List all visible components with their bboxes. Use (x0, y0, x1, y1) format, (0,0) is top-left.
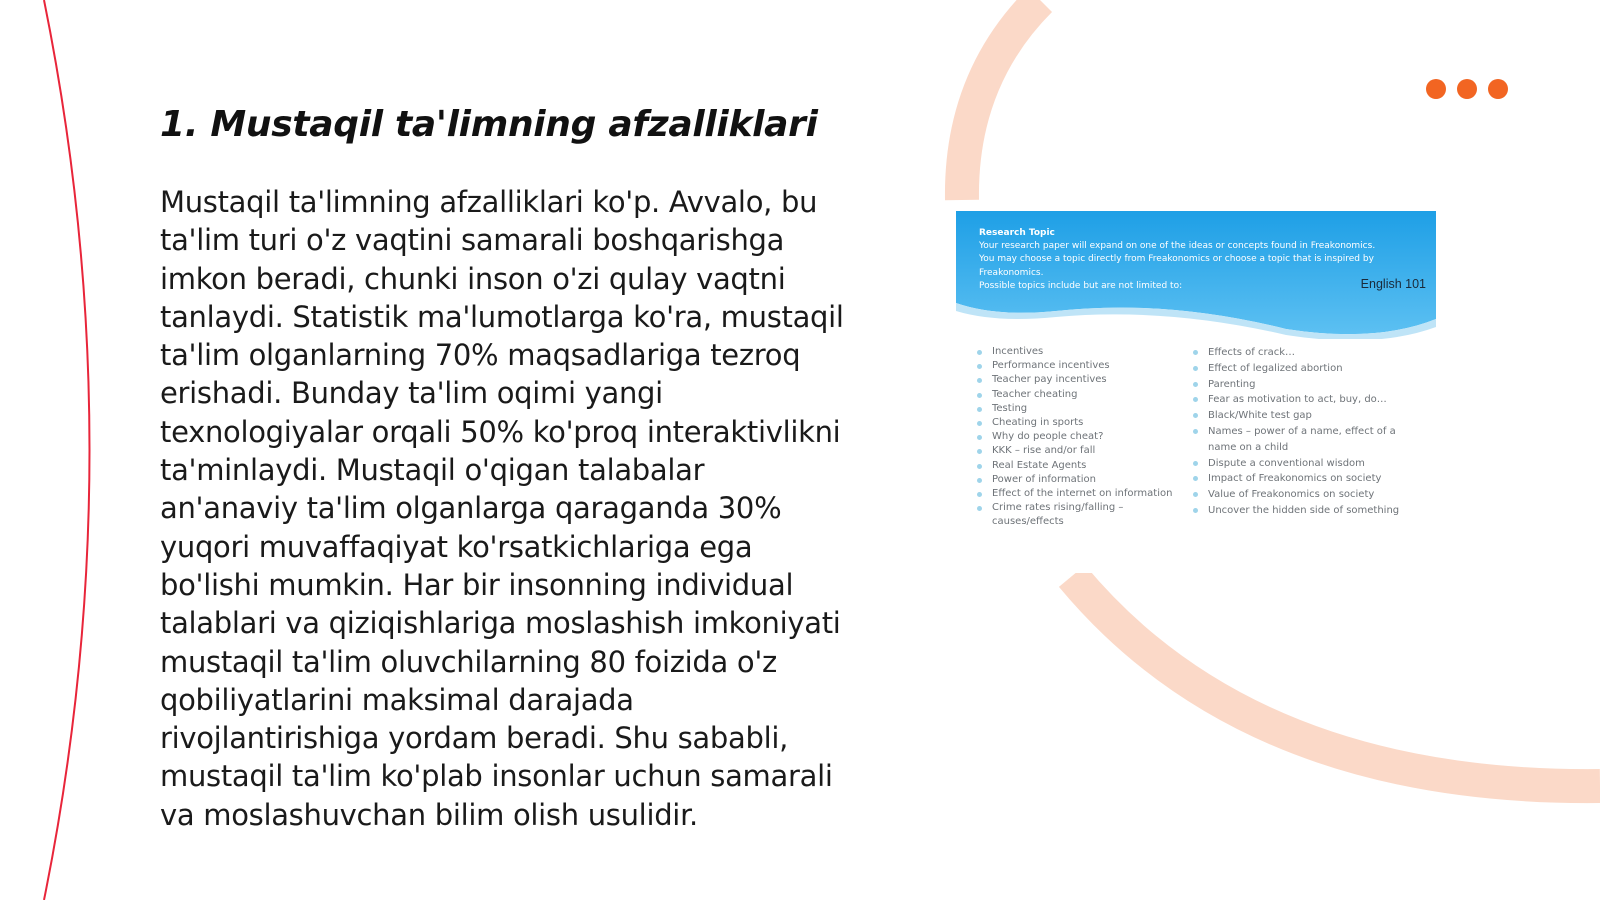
list-item: Value of Freakonomics on society (1192, 487, 1412, 503)
dot-icon (1457, 79, 1477, 99)
list-item: KKK – rise and/or fall (976, 444, 1191, 458)
course-label: English 101 (1360, 277, 1426, 291)
bottom-arc-decoration (1072, 576, 1600, 786)
slide-body-text: Mustaqil ta'limning afzalliklari ko'p. Avvalo, bu ta'lim turi o'z vaqtini samarali boshqarishga imkon beradi, chunki inson o'zi qulay vaqtni tanlaydi. Statistik ma'lumotlarga ko'ra, mustaqil ta'lim olganlarning 70% maqsadlariga tezroq erishadi. Bunday ta'lim oqimi yangi texnologiyalar orqali 50% ko'proq interaktivlikni ta'minlaydi. Mustaqil o'qigan talabalar an'anaviy ta'lim olganlarga qaraganda 30% yuqori muvaffaqiyat ko'rsatkichlariga ega bo'lishi mumkin. Har bir insonning individual talablari va qiziqishlariga moslashish imkoniyati mustaqil ta'lim oluvchilarning 80 foizida o'z qobiliyatlarini maksimal darajada rivojlantirishiga yordam beradi. Shu sababli, mustaqil ta'lim ko'plab insonlar uchun samarali va moslashuvchan bilim olish usulidir. (160, 185, 844, 832)
list-item: Names – power of a name, effect of a name on a child (1192, 424, 1412, 456)
list-item: Teacher pay incentives (976, 373, 1191, 387)
list-item: Effects of crack… (1192, 345, 1412, 361)
topic-list-right (1192, 345, 1412, 519)
list-item: Teacher cheating (976, 388, 1191, 402)
slide-title: 1. Mustaqil ta'limning afzalliklari (160, 104, 818, 145)
list-item: Dispute a conventional wisdom (1192, 456, 1412, 472)
list-item: Testing (976, 402, 1191, 416)
left-edge-line (44, 0, 90, 900)
top-arc-decoration (962, 0, 1040, 200)
list-item: Incentives (976, 345, 1191, 359)
decorative-dots (1426, 79, 1508, 99)
dot-icon (1426, 79, 1446, 99)
list-item: Real Estate Agents (976, 459, 1191, 473)
banner-line: Possible topics include but are not limited to: (979, 280, 1183, 291)
topic-list-left (976, 345, 1191, 530)
list-item: Cheating in sports (976, 416, 1191, 430)
banner-heading: Research Topic (979, 228, 1055, 238)
list-item: Impact of Freakonomics on society (1192, 471, 1412, 487)
dot-icon (1488, 79, 1508, 99)
banner-line: Your research paper will expand on one of the ideas or concepts found in Freakonomics. (979, 241, 1376, 252)
banner-text (979, 227, 1409, 293)
list-item: Parenting (1192, 377, 1412, 393)
list-item: Effect of the internet on information (976, 487, 1191, 501)
banner-line: You may choose a topic directly from Freakonomics or choose a topic that is inspired by Freakonomics. (979, 254, 1374, 278)
list-item: Uncover the hidden side of something (1192, 503, 1412, 519)
list-item: Performance incentives (976, 359, 1191, 373)
list-item: Fear as motivation to act, buy, do… (1192, 392, 1412, 408)
list-item: Why do people cheat? (976, 430, 1191, 444)
list-item: Black/White test gap (1192, 408, 1412, 424)
list-item: Effect of legalized abortion (1192, 361, 1412, 377)
research-topic-image (956, 211, 1436, 573)
list-item: Power of information (976, 473, 1191, 487)
list-item: Crime rates rising/falling – causes/effects (976, 501, 1191, 529)
